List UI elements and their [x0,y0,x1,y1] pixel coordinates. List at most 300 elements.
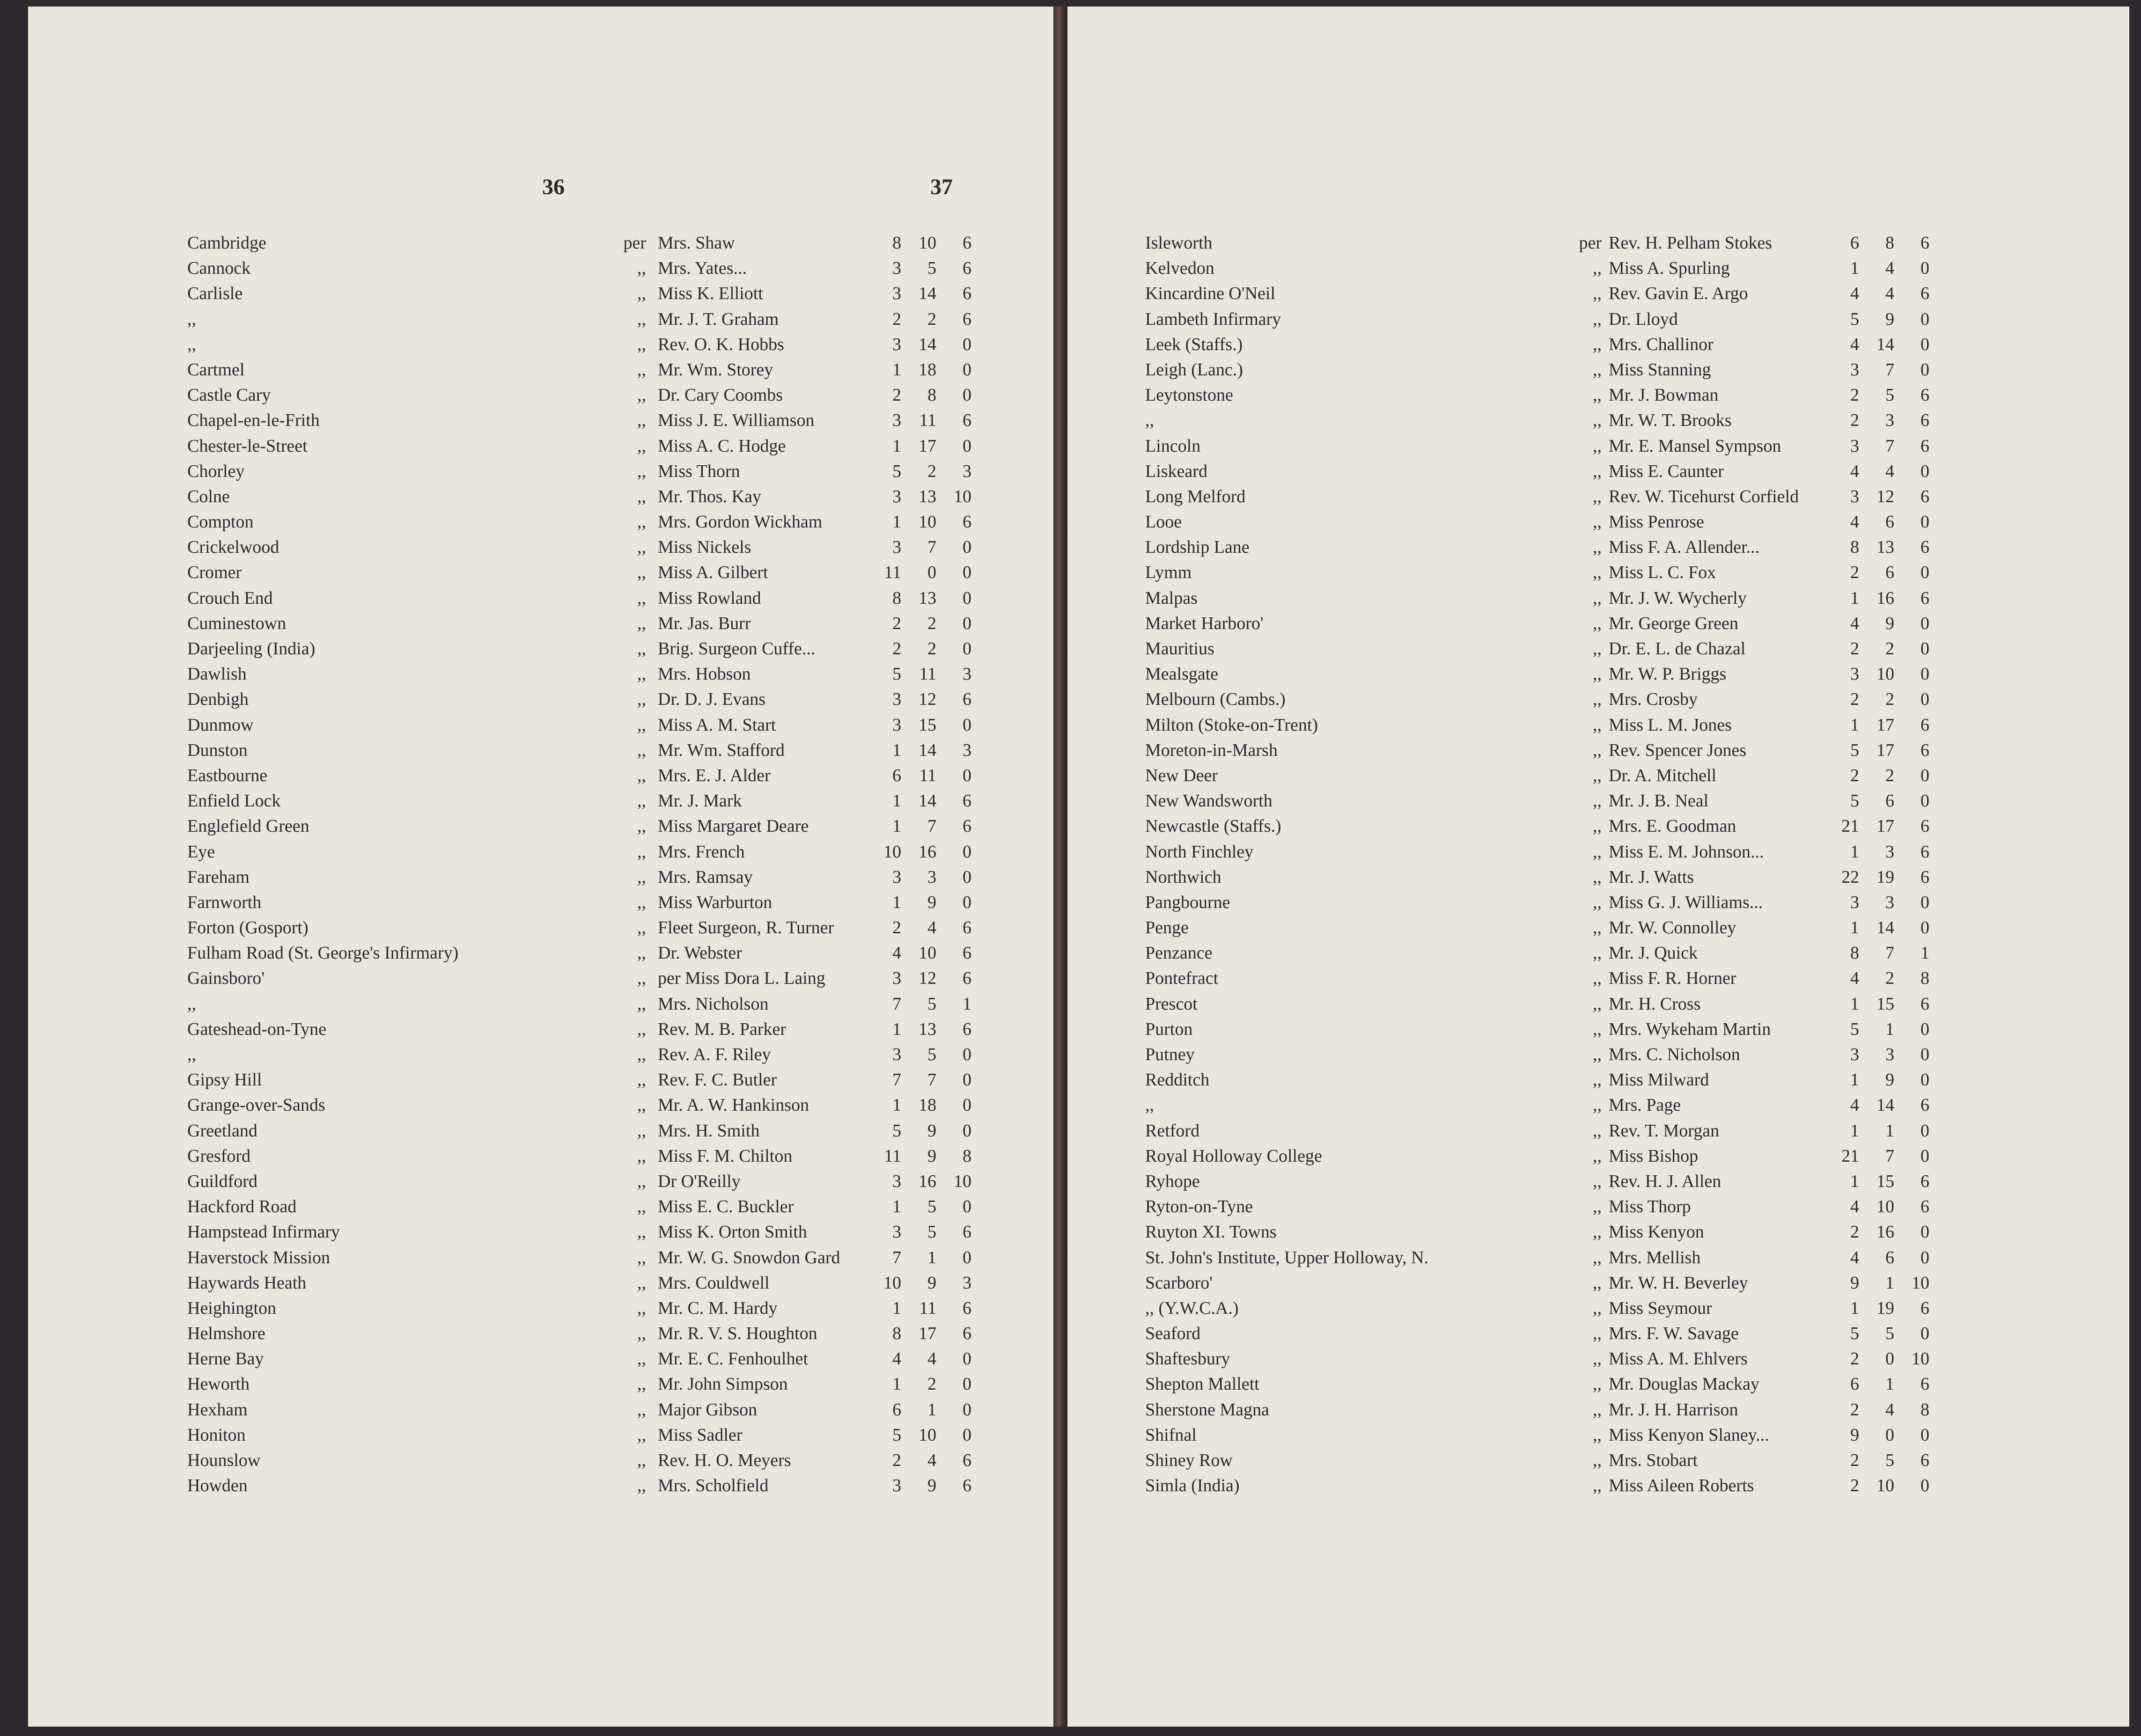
place-name: Carlisle [187,284,243,304]
amount-pence: 6 [1920,588,1929,608]
amount-pence: 6 [963,689,971,710]
donor-name: Mr. J. Quick [1609,943,1698,963]
amount-shillings: 14 [919,740,936,760]
per-mark: ,, [1593,537,1602,557]
donor-name: Fleet Surgeon, R. Turner [658,918,834,938]
donor-name: Miss Margaret Deare [658,816,809,836]
amount-shillings: 13 [919,486,936,506]
amount-pence: 6 [1920,816,1929,836]
amount-pence: 8 [963,1146,971,1166]
amount-shillings: 8 [1885,233,1894,253]
donor-name: Mr. W. G. Snowdon Gard [658,1247,840,1267]
amount-pounds: 9 [1850,1273,1859,1293]
donor-name: Dr. Webster [658,943,742,963]
amount-pounds: 4 [1850,284,1859,304]
amount-pence: 8 [1920,968,1929,989]
per-mark: ,, [637,639,646,659]
donor-name: Miss Aileen Roberts [1609,1476,1754,1496]
per-mark: ,, [1593,1273,1602,1293]
per-mark: ,, [637,943,646,963]
donor-name: Rev. Gavin E. Argo [1609,284,1748,304]
per-mark: ,, [637,1273,646,1293]
amount-shillings: 10 [919,512,936,532]
per-mark: ,, [1593,1121,1602,1141]
amount-shillings: 4 [1885,461,1894,481]
per-mark: ,, [637,740,646,760]
amount-pounds: 21 [1841,816,1859,836]
donor-name: Mr. J. Watts [1609,867,1694,887]
place-name: Greetland [187,1121,258,1141]
amount-pence: 0 [1920,1324,1929,1344]
amount-pounds: 2 [1850,639,1859,659]
place-name: Fareham [187,867,250,887]
place-name: Putney [1145,1045,1195,1064]
amount-shillings: 3 [1885,1045,1894,1064]
place-name: Enfield Lock [187,791,281,811]
amount-pence: 6 [963,284,971,304]
amount-pence: 6 [1920,994,1929,1014]
place-name: Newcastle (Staffs.) [1145,816,1281,836]
amount-pounds: 1 [892,740,901,760]
amount-pounds: 6 [892,1399,901,1420]
donor-name: Miss F. R. Horner [1609,968,1736,989]
per-mark: ,, [637,689,646,710]
per-mark: ,, [637,1146,646,1166]
per-mark: ,, [1593,588,1602,608]
per-mark: ,, [1593,486,1602,506]
amount-pence: 6 [963,512,971,532]
donor-name: Mr. J. Mark [658,791,742,811]
amount-shillings: 17 [919,1324,936,1344]
amount-pence: 10 [954,486,971,506]
amount-shillings: 7 [927,816,936,836]
amount-pounds: 6 [1850,233,1859,253]
per-mark: ,, [637,359,646,380]
amount-pence: 8 [1920,1399,1929,1420]
donor-name: Miss Warburton [658,892,773,912]
amount-pounds: 2 [892,918,901,938]
donor-name: Mrs. Wykeham Martin [1609,1019,1771,1039]
amount-pounds: 2 [1850,1222,1859,1242]
donor-name: Miss F. M. Chilton [658,1146,793,1166]
amount-shillings: 10 [919,943,936,963]
amount-pounds: 4 [1850,461,1859,481]
place-name: Darjeeling (India) [187,639,316,659]
donor-name: Mrs. French [658,842,745,862]
amount-pounds: 5 [892,1425,901,1445]
amount-shillings: 7 [1885,943,1894,963]
donor-name: Miss A. M. Start [658,715,776,735]
amount-pounds: 1 [1850,918,1859,938]
per-mark: ,, [637,410,646,431]
amount-pounds: 1 [892,436,901,456]
amount-pence: 0 [963,1247,971,1267]
donor-name: Mr. J. Bowman [1609,385,1719,405]
amount-pounds: 2 [892,613,901,633]
amount-shillings: 10 [1876,664,1894,684]
amount-shillings: 17 [1876,715,1894,735]
amount-pence: 6 [1920,867,1929,887]
place-name: North Finchley [1145,842,1254,862]
place-name: Lymm [1145,563,1192,583]
amount-shillings: 18 [919,1095,936,1115]
donor-name: Mrs. Couldwell [658,1273,770,1293]
amount-pence: 6 [1920,1374,1929,1394]
amount-pounds: 11 [884,563,901,583]
amount-pence: 6 [1920,1298,1929,1318]
place-name: Honiton [187,1425,246,1445]
amount-shillings: 5 [1885,1450,1894,1470]
place-name: Redditch [1145,1070,1210,1090]
amount-pence: 0 [1920,1045,1929,1064]
amount-pence: 6 [1920,740,1929,760]
donor-name: Brig. Surgeon Cuffe... [658,639,816,659]
amount-pounds: 5 [892,664,901,684]
amount-shillings: 16 [919,1171,936,1191]
per-mark: ,, [1593,918,1602,938]
donor-name: Miss Kenyon [1609,1222,1704,1242]
amount-pounds: 1 [892,359,901,380]
amount-pounds: 3 [892,258,901,278]
amount-shillings: 1 [1885,1121,1894,1141]
donor-name: Miss F. A. Allender... [1609,537,1760,557]
per-mark: ,, [637,588,646,608]
amount-pounds: 2 [1850,410,1859,431]
place-name: Prescot [1145,994,1198,1014]
per-mark: ,, [637,994,646,1014]
donor-name: Mr. Thos. Kay [658,486,761,506]
amount-pence: 1 [1920,943,1929,963]
amount-shillings: 12 [1876,486,1894,506]
place-name: Retford [1145,1121,1200,1141]
amount-pounds: 6 [1850,1374,1859,1394]
place-name: Kincardine O'Neil [1145,284,1276,304]
amount-shillings: 4 [927,918,936,938]
amount-pounds: 1 [1850,994,1859,1014]
amount-shillings: 1 [927,1399,936,1420]
place-name: Cromer [187,563,242,583]
per-mark: ,, [1593,994,1602,1014]
per-mark: ,, [1593,740,1602,760]
amount-pence: 0 [963,1197,971,1217]
amount-pence: 0 [963,588,971,608]
per-mark: ,, [1593,892,1602,912]
donor-name: Mr. J. W. Wycherly [1609,588,1747,608]
place-name: Long Melford [1145,486,1246,506]
amount-pounds: 2 [1850,563,1859,583]
per-mark: ,, [1593,461,1602,481]
amount-shillings: 4 [1885,284,1894,304]
amount-pence: 0 [963,1070,971,1090]
donor-name: Dr. A. Mitchell [1609,765,1717,785]
place-name: ,, (Y.W.C.A.) [1145,1298,1239,1318]
amount-pounds: 5 [1850,1019,1859,1039]
per-mark: ,, [637,765,646,785]
amount-pence: 0 [1920,512,1929,532]
amount-pounds: 10 [883,842,901,862]
amount-pounds: 2 [1850,689,1859,710]
per-mark: ,, [1593,436,1602,456]
amount-pounds: 1 [892,1374,901,1394]
place-name: Castle Cary [187,385,271,405]
donor-name: Rev. H. Pelham Stokes [1609,233,1773,253]
donor-name: Mr. Wm. Storey [658,359,773,380]
amount-pence: 0 [1920,563,1929,583]
donor-name: Dr. E. L. de Chazal [1609,639,1746,659]
amount-pence: 0 [963,436,971,456]
per-mark: ,, [1593,613,1602,633]
per-mark: per [623,233,646,253]
donor-name: Mr. J. T. Graham [658,309,779,329]
amount-pounds: 3 [1850,436,1859,456]
place-name: Dunmow [187,715,254,735]
per-mark: ,, [1593,1324,1602,1344]
amount-pence: 0 [1920,309,1929,329]
donor-name: Dr. Lloyd [1609,309,1678,329]
per-mark: ,, [1593,689,1602,710]
amount-pence: 6 [963,258,971,278]
amount-shillings: 7 [1885,1146,1894,1166]
place-name: Denbigh [187,689,249,710]
donor-name: Miss A. C. Hodge [658,436,786,456]
amount-pence: 6 [1920,385,1929,405]
place-name: Cartmel [187,359,245,380]
amount-pence: 6 [1920,1095,1929,1115]
amount-shillings: 19 [1876,1298,1894,1318]
per-mark: ,, [1593,1045,1602,1064]
amount-pounds: 4 [892,1349,901,1369]
amount-shillings: 11 [919,1298,936,1318]
amount-shillings: 3 [1885,410,1894,431]
donor-name: per Miss Dora L. Laing [658,968,825,989]
amount-pounds: 4 [1850,512,1859,532]
amount-shillings: 6 [1885,1247,1894,1267]
amount-pence: 10 [1912,1349,1929,1369]
amount-shillings: 14 [919,791,936,811]
amount-pounds: 1 [1850,715,1859,735]
amount-pence: 10 [954,1171,971,1191]
place-name: Sherstone Magna [1145,1399,1269,1420]
amount-pounds: 3 [892,1171,901,1191]
place-name: Isleworth [1145,233,1213,253]
amount-shillings: 7 [927,537,936,557]
left-page-number: 36 [542,175,565,199]
amount-shillings: 2 [927,309,936,329]
per-mark: ,, [637,1399,646,1420]
donor-name: Mr. John Simpson [658,1374,788,1394]
place-name: Moreton-in-Marsh [1145,740,1278,760]
amount-shillings: 4 [1885,258,1894,278]
amount-pounds: 10 [883,1273,901,1293]
amount-pounds: 4 [1850,1197,1859,1217]
place-name: Eastbourne [187,765,267,785]
place-name: ,, [1145,1095,1154,1115]
amount-pounds: 3 [892,1045,901,1064]
per-mark: ,, [637,436,646,456]
amount-shillings: 6 [1885,512,1894,532]
per-mark: ,, [1593,639,1602,659]
amount-pence: 6 [963,1450,971,1470]
amount-pounds: 5 [892,1121,901,1141]
amount-shillings: 17 [1876,816,1894,836]
per-mark: ,, [1593,1146,1602,1166]
amount-pounds: 1 [1850,588,1859,608]
amount-pence: 0 [1920,1222,1929,1242]
amount-pence: 0 [1920,765,1929,785]
place-name: Chapel-en-le-Frith [187,410,320,431]
per-mark: ,, [1593,1247,1602,1267]
donor-name: Mr. George Green [1609,613,1738,633]
donor-name: Rev. O. K. Hobbs [658,334,784,354]
amount-shillings: 4 [1885,1399,1894,1420]
place-name: Leytonstone [1145,385,1233,405]
donor-name: Miss J. E. Williamson [658,410,815,431]
amount-pence: 0 [1920,1070,1929,1090]
amount-pence: 6 [1920,1450,1929,1470]
amount-pounds: 8 [892,1324,901,1344]
per-mark: ,, [1593,512,1602,532]
amount-pounds: 4 [1850,1247,1859,1267]
amount-pounds: 1 [892,892,901,912]
donor-name: Mr. A. W. Hankinson [658,1095,809,1115]
amount-shillings: 4 [927,1349,936,1369]
amount-shillings: 0 [927,563,936,583]
amount-pence: 6 [1920,1197,1929,1217]
donor-name: Miss E. Caunter [1609,461,1724,481]
amount-pence: 0 [963,1374,971,1394]
per-mark: ,, [637,309,646,329]
donor-name: Mrs. Page [1609,1095,1681,1115]
per-mark: ,, [637,334,646,354]
amount-shillings: 10 [919,1425,936,1445]
amount-pounds: 9 [1850,1425,1859,1445]
amount-shillings: 5 [927,1197,936,1217]
amount-shillings: 17 [919,436,936,456]
amount-pence: 6 [963,309,971,329]
amount-pence: 0 [1920,334,1929,354]
donor-name: Mr. Douglas Mackay [1609,1374,1759,1394]
book-gutter [1053,7,1067,1727]
donor-name: Rev. W. Ticehurst Corfield [1609,486,1799,506]
amount-pence: 6 [1920,842,1929,862]
donor-name: Mrs. Stobart [1609,1450,1698,1470]
amount-pounds: 2 [892,385,901,405]
donor-name: Rev. H. O. Meyers [658,1450,791,1470]
amount-pence: 6 [1920,486,1929,506]
amount-shillings: 1 [1885,1374,1894,1394]
place-name: Guildford [187,1171,258,1191]
donor-name: Mrs. Nicholson [658,994,769,1014]
place-name: Penge [1145,918,1189,938]
per-mark: ,, [1593,765,1602,785]
per-mark: ,, [637,842,646,862]
place-name: Leigh (Lanc.) [1145,359,1243,380]
amount-shillings: 14 [919,284,936,304]
amount-pounds: 3 [892,1476,901,1496]
place-name: ,, [187,334,196,354]
amount-shillings: 15 [919,715,936,735]
amount-shillings: 9 [927,892,936,912]
amount-pence: 6 [1920,436,1929,456]
amount-shillings: 7 [927,1070,936,1090]
per-mark: ,, [1593,1399,1602,1420]
amount-shillings: 6 [1885,791,1894,811]
amount-shillings: 7 [1885,359,1894,380]
per-mark: ,, [1593,1197,1602,1217]
place-name: Forton (Gosport) [187,918,309,938]
amount-shillings: 11 [919,765,936,785]
per-mark: ,, [637,1121,646,1141]
amount-pence: 0 [1920,1146,1929,1166]
amount-pence: 0 [1920,791,1929,811]
amount-shillings: 5 [1885,385,1894,405]
amount-shillings: 2 [1885,689,1894,710]
amount-pence: 6 [963,1476,971,1496]
donor-name: Mrs. C. Nicholson [1609,1045,1740,1064]
amount-shillings: 2 [927,1374,936,1394]
place-name: Shaftesbury [1145,1349,1230,1369]
donor-name: Miss Sadler [658,1425,743,1445]
amount-pounds: 1 [892,816,901,836]
per-mark: ,, [637,537,646,557]
per-mark: ,, [1593,1019,1602,1039]
donor-name: Mr. Wm. Stafford [658,740,785,760]
per-mark: ,, [637,563,646,583]
amount-shillings: 12 [919,689,936,710]
donor-name: Mrs. Hobson [658,664,751,684]
place-name: Gateshead-on-Tyne [187,1019,326,1039]
donor-name: Mr. J. B. Neal [1609,791,1709,811]
amount-pounds: 5 [1850,309,1859,329]
amount-shillings: 3 [1885,842,1894,862]
donor-name: Miss Thorp [1609,1197,1691,1217]
amount-pounds: 1 [892,1197,901,1217]
amount-pounds: 3 [892,1222,901,1242]
amount-pounds: 6 [892,765,901,785]
per-mark: ,, [637,1476,646,1496]
amount-pounds: 1 [892,1019,901,1039]
amount-shillings: 13 [1876,537,1894,557]
amount-pounds: 3 [892,486,901,506]
amount-pounds: 3 [892,334,901,354]
amount-pounds: 11 [884,1146,901,1166]
amount-pounds: 7 [892,1247,901,1267]
amount-shillings: 2 [1885,639,1894,659]
place-name: Hexham [187,1399,248,1420]
amount-shillings: 9 [927,1273,936,1293]
amount-pence: 0 [963,1425,971,1445]
amount-pence: 6 [963,943,971,963]
place-name: Hampstead Infirmary [187,1222,340,1242]
amount-pounds: 2 [892,639,901,659]
amount-pounds: 4 [1850,968,1859,989]
amount-pence: 6 [1920,233,1929,253]
amount-shillings: 5 [927,258,936,278]
per-mark: per [1579,233,1602,253]
per-mark: ,, [1593,968,1602,989]
amount-shillings: 11 [919,664,936,684]
donor-name: Miss G. J. Williams... [1609,892,1763,912]
place-name: Pangbourne [1145,892,1230,912]
amount-pence: 0 [1920,1425,1929,1445]
right-page-number: 37 [930,175,953,199]
amount-pence: 6 [963,816,971,836]
place-name: Leek (Staffs.) [1145,334,1243,354]
amount-pence: 6 [1920,1171,1929,1191]
amount-pounds: 4 [892,943,901,963]
donor-name: Dr. Cary Coombs [658,385,783,405]
amount-pounds: 1 [1850,1298,1859,1318]
